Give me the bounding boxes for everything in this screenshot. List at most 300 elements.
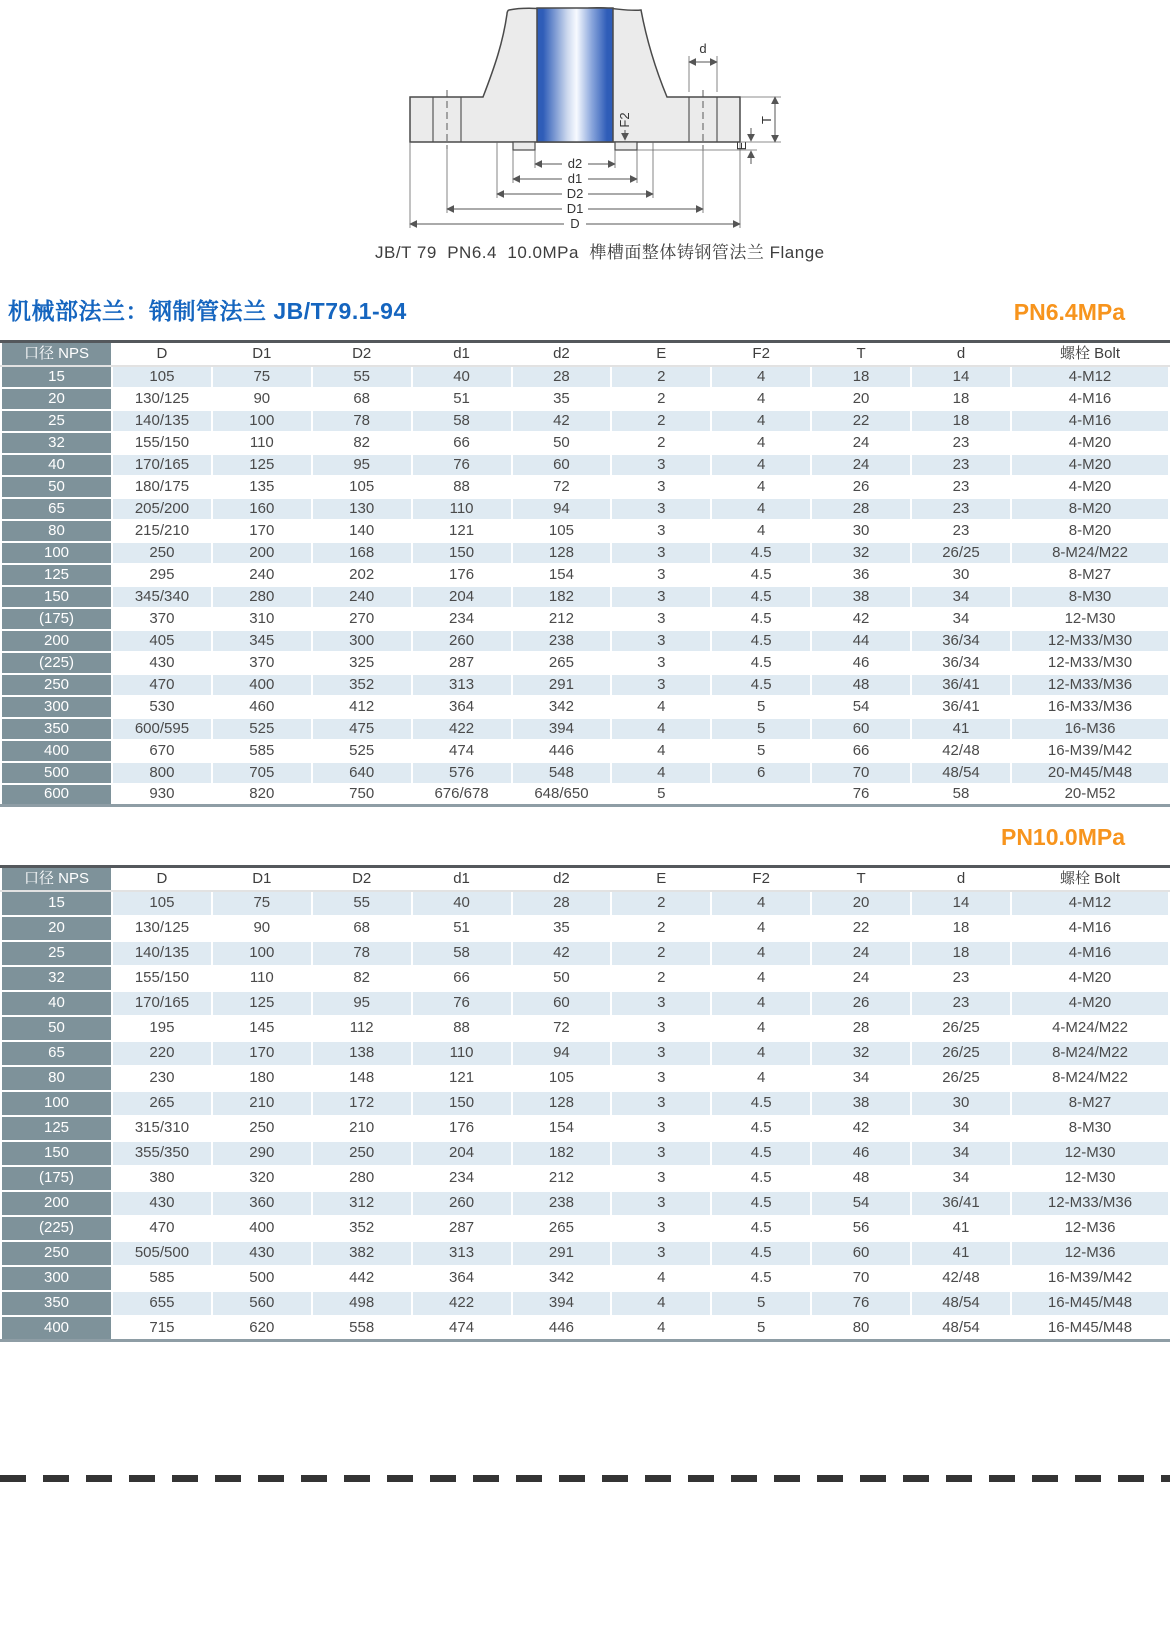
row-header: 65 [1, 498, 112, 520]
table-cell: 3 [611, 608, 711, 630]
table-cell: 4 [711, 1066, 811, 1091]
row-header-column-title: 口径 NPS [1, 867, 112, 891]
page-divider-dashed-line [0, 1475, 1170, 1482]
table-cell: 94 [512, 1041, 612, 1066]
table-cell: 30 [811, 520, 911, 542]
table-cell: 3 [611, 1166, 711, 1191]
table-cell: 4 [611, 1291, 711, 1316]
table-cell: 640 [312, 762, 412, 784]
table-cell: 54 [811, 1191, 911, 1216]
table-cell: 14 [911, 891, 1011, 916]
table-cell: 498 [312, 1291, 412, 1316]
table-row [1, 564, 1169, 586]
table-cell: 16-M39/M42 [1011, 740, 1169, 762]
table-cell: 260 [412, 630, 512, 652]
table-cell: 470 [112, 1216, 212, 1241]
table-cell: 34 [911, 1116, 1011, 1141]
table-cell: 215/210 [112, 520, 212, 542]
table-cell: 148 [312, 1066, 412, 1091]
table-cell: 205/200 [112, 498, 212, 520]
table-cell: 26/25 [911, 1066, 1011, 1091]
table-cell: 105 [512, 1066, 612, 1091]
table-cell: 265 [112, 1091, 212, 1116]
table-cell: 3 [611, 542, 711, 564]
column-header: 螺栓 Bolt [1011, 342, 1169, 366]
table-cell: 26/25 [911, 1016, 1011, 1041]
table-row [1, 454, 1169, 476]
table-cell: 78 [312, 410, 412, 432]
table-cell: 530 [112, 696, 212, 718]
table-cell: 422 [412, 718, 512, 740]
table-cell: 4 [711, 941, 811, 966]
table-cell: 200 [212, 542, 312, 564]
table-cell: 4-M16 [1011, 388, 1169, 410]
table-cell: 290 [212, 1141, 312, 1166]
column-header: d2 [512, 867, 612, 891]
table-row [1, 784, 1169, 806]
table-cell: 112 [312, 1016, 412, 1041]
table-cell: 16-M45/M48 [1011, 1291, 1169, 1316]
table-cell: 130/125 [112, 916, 212, 941]
table-cell: 95 [312, 991, 412, 1016]
column-header: D [112, 342, 212, 366]
table-cell: 210 [312, 1116, 412, 1141]
table-cell: 4.5 [711, 564, 811, 586]
table-cell: 36 [811, 564, 911, 586]
table-cell: 12-M30 [1011, 1141, 1169, 1166]
diagram-caption: JB/T 79 PN6.4 10.0MPa 榫槽面整体铸钢管法兰 Flange [375, 243, 825, 262]
row-header: 20 [1, 916, 112, 941]
table-cell: 60 [811, 1241, 911, 1266]
table-cell: 14 [911, 366, 1011, 388]
table-cell: 4.5 [711, 1266, 811, 1291]
table-cell: 2 [611, 891, 711, 916]
table-cell: 620 [212, 1316, 312, 1341]
table-cell: 442 [312, 1266, 412, 1291]
table-cell: 3 [611, 1041, 711, 1066]
table-cell: 95 [312, 454, 412, 476]
table-cell: 40 [412, 891, 512, 916]
table-row [1, 762, 1169, 784]
table-cell: 4-M16 [1011, 916, 1169, 941]
table-cell: 345/340 [112, 586, 212, 608]
column-header: D2 [312, 867, 412, 891]
table-cell: 172 [312, 1091, 412, 1116]
table-cell: 4 [711, 388, 811, 410]
table-cell: 48/54 [911, 762, 1011, 784]
table-cell: 3 [611, 454, 711, 476]
table-cell: 4-M16 [1011, 410, 1169, 432]
table-cell: 168 [312, 542, 412, 564]
table-cell: 355/350 [112, 1141, 212, 1166]
table-cell: 23 [911, 991, 1011, 1016]
table-cell: 4 [711, 410, 811, 432]
table-cell: 3 [611, 1091, 711, 1116]
row-header: 32 [1, 966, 112, 991]
table-cell: 18 [911, 388, 1011, 410]
header-row [1, 342, 1169, 366]
table-cell: 287 [412, 652, 512, 674]
pipe-bore [537, 8, 613, 142]
table-row [1, 1116, 1169, 1141]
table-cell: 4 [711, 1041, 811, 1066]
table-cell: 2 [611, 966, 711, 991]
table-cell: 60 [512, 454, 612, 476]
table-row [1, 696, 1169, 718]
table-cell: 8-M24/M22 [1011, 1041, 1169, 1066]
table-cell: 154 [512, 564, 612, 586]
table-cell: 46 [811, 652, 911, 674]
table-cell: 38 [811, 1091, 911, 1116]
table-cell: 110 [212, 432, 312, 454]
table-cell: 20-M45/M48 [1011, 762, 1169, 784]
table-cell: 291 [512, 674, 612, 696]
table-cell: 55 [312, 891, 412, 916]
table-cell: 16-M33/M36 [1011, 696, 1169, 718]
column-header: F2 [711, 867, 811, 891]
table-cell: 380 [112, 1166, 212, 1191]
table-cell: 352 [312, 1216, 412, 1241]
table-cell: 50 [512, 966, 612, 991]
row-header: 25 [1, 941, 112, 966]
table-cell: 4.5 [711, 1141, 811, 1166]
row-header: 80 [1, 1066, 112, 1091]
table-cell: 28 [512, 366, 612, 388]
table-cell: 3 [611, 476, 711, 498]
table-cell: 18 [911, 410, 1011, 432]
row-header: 350 [1, 718, 112, 740]
table-cell: 180/175 [112, 476, 212, 498]
table-cell: 121 [412, 1066, 512, 1091]
table-cell: 5 [711, 696, 811, 718]
table-cell: 265 [512, 652, 612, 674]
table-cell: 4 [711, 476, 811, 498]
table-cell: 2 [611, 410, 711, 432]
table-cell: 12-M33/M36 [1011, 1191, 1169, 1216]
table-cell: 4 [711, 991, 811, 1016]
table-cell: 291 [512, 1241, 612, 1266]
dim-label-d2-small: d2 [567, 156, 583, 171]
row-header-column-title: 口径 NPS [1, 342, 112, 366]
table-cell: 2 [611, 916, 711, 941]
table-row [1, 1066, 1169, 1091]
flange-diagram [375, 0, 825, 263]
table-cell: 78 [312, 941, 412, 966]
row-header: 125 [1, 1116, 112, 1141]
table-row [1, 630, 1169, 652]
table-cell: 2 [611, 388, 711, 410]
table-cell: 4.5 [711, 1191, 811, 1216]
table-cell: 370 [112, 608, 212, 630]
row-header: 400 [1, 740, 112, 762]
row-header: (175) [1, 1166, 112, 1191]
header-row [1, 867, 1169, 891]
table-cell: 3 [611, 1241, 711, 1266]
table-cell: 23 [911, 498, 1011, 520]
table-cell: 28 [811, 498, 911, 520]
table-cell: 655 [112, 1291, 212, 1316]
table-cell: 4-M20 [1011, 991, 1169, 1016]
table-cell: 58 [911, 784, 1011, 806]
table-cell: 12-M33/M36 [1011, 674, 1169, 696]
table-cell: 220 [112, 1041, 212, 1066]
table-cell: 270 [312, 608, 412, 630]
table-cell: 8-M20 [1011, 520, 1169, 542]
row-header: 15 [1, 891, 112, 916]
table-cell: 41 [911, 1241, 1011, 1266]
table-cell: 76 [412, 991, 512, 1016]
table-cell: 72 [512, 1016, 612, 1041]
table-cell: 234 [412, 1166, 512, 1191]
table-cell: 313 [412, 674, 512, 696]
row-header: 200 [1, 1191, 112, 1216]
table-cell: 474 [412, 740, 512, 762]
table-cell: 182 [512, 1141, 612, 1166]
row-header: 15 [1, 366, 112, 388]
table-row [1, 410, 1169, 432]
table-cell: 36/34 [911, 630, 1011, 652]
pressure-label-pn100: PN10.0MPa [1000, 824, 1125, 850]
table-pn64 [0, 340, 1170, 807]
table-cell: 820 [212, 784, 312, 806]
row-header: 200 [1, 630, 112, 652]
table-cell: 180 [212, 1066, 312, 1091]
column-header: D [112, 867, 212, 891]
table-cell: 394 [512, 718, 612, 740]
table-cell: 4.5 [711, 630, 811, 652]
table-cell: 38 [811, 586, 911, 608]
table-row [1, 891, 1169, 916]
table-cell: 55 [312, 366, 412, 388]
table-cell: 94 [512, 498, 612, 520]
table-row [1, 1316, 1169, 1341]
table-cell: 140/135 [112, 941, 212, 966]
table-cell: 176 [412, 564, 512, 586]
table-cell: 3 [611, 564, 711, 586]
table-row [1, 652, 1169, 674]
table-row [1, 366, 1169, 388]
table-cell: 34 [911, 586, 1011, 608]
table-row [1, 542, 1169, 564]
table-cell: 2 [611, 432, 711, 454]
table-cell: 3 [611, 1066, 711, 1091]
table-cell: 121 [412, 520, 512, 542]
table-cell: 204 [412, 586, 512, 608]
table-cell: 4 [711, 916, 811, 941]
table-cell: 4-M20 [1011, 966, 1169, 991]
table-cell: 265 [512, 1216, 612, 1241]
table-row [1, 740, 1169, 762]
table-cell: 12-M36 [1011, 1241, 1169, 1266]
column-header: D1 [212, 867, 312, 891]
table-cell: 58 [412, 941, 512, 966]
table-cell: 150 [412, 1091, 512, 1116]
table-cell: 34 [911, 1166, 1011, 1191]
table-cell: 36/41 [911, 1191, 1011, 1216]
table-cell: 75 [212, 891, 312, 916]
table-cell: 58 [412, 410, 512, 432]
table-row [1, 586, 1169, 608]
left-tenon [513, 142, 535, 150]
table-cell: 155/150 [112, 966, 212, 991]
table-cell: 3 [611, 1116, 711, 1141]
table-row [1, 916, 1169, 941]
table-cell: 212 [512, 1166, 612, 1191]
table-cell: 12-M30 [1011, 1166, 1169, 1191]
table-cell: 22 [811, 916, 911, 941]
row-header: 600 [1, 784, 112, 806]
table-cell: 525 [312, 740, 412, 762]
table-row [1, 966, 1169, 991]
dim-label-d1-small: d1 [567, 171, 583, 186]
table-cell: 474 [412, 1316, 512, 1341]
table-cell: 68 [312, 388, 412, 410]
row-header: 500 [1, 762, 112, 784]
dim-label-d-big: D [570, 216, 580, 231]
table-cell: 4 [611, 740, 711, 762]
table-cell: 3 [611, 1216, 711, 1241]
table-cell: 315/310 [112, 1116, 212, 1141]
table-cell: 18 [811, 366, 911, 388]
table-cell: 312 [312, 1191, 412, 1216]
table-cell: 3 [611, 991, 711, 1016]
table-cell: 51 [412, 916, 512, 941]
table-cell: 32 [811, 542, 911, 564]
table-cell: 750 [312, 784, 412, 806]
table-row [1, 1191, 1169, 1216]
table-cell: 4 [711, 432, 811, 454]
table-row [1, 1266, 1169, 1291]
table-cell: 3 [611, 498, 711, 520]
table-cell: 3 [611, 586, 711, 608]
table-cell: 4 [711, 520, 811, 542]
table-cell: 2 [611, 366, 711, 388]
row-header: 300 [1, 1266, 112, 1291]
table-row [1, 1041, 1169, 1066]
table-cell: 42 [811, 1116, 911, 1141]
table-cell: 76 [412, 454, 512, 476]
table-cell: 170/165 [112, 454, 212, 476]
table-cell: 41 [911, 1216, 1011, 1241]
table-row [1, 608, 1169, 630]
table-cell: 4.5 [711, 1166, 811, 1191]
table-cell: 76 [811, 784, 911, 806]
table-cell: 4-M16 [1011, 941, 1169, 966]
table-cell: 360 [212, 1191, 312, 1216]
dim-label-e: E [734, 141, 749, 151]
table-cell: 30 [911, 1091, 1011, 1116]
table-cell: 5 [711, 718, 811, 740]
table-cell: 12-M36 [1011, 1216, 1169, 1241]
row-header: 40 [1, 991, 112, 1016]
table-cell: 155/150 [112, 432, 212, 454]
table-cell: 260 [412, 1191, 512, 1216]
table-cell: 135 [212, 476, 312, 498]
table-cell: 34 [811, 1066, 911, 1091]
column-header: d2 [512, 342, 612, 366]
table-cell: 105 [112, 891, 212, 916]
table-row [1, 498, 1169, 520]
table-cell: 23 [911, 432, 1011, 454]
table-cell: 140 [312, 520, 412, 542]
table-cell: 4.5 [711, 652, 811, 674]
table-cell: 16-M39/M42 [1011, 1266, 1169, 1291]
table-cell: 18 [911, 916, 1011, 941]
table-cell: 4 [611, 762, 711, 784]
table-cell: 90 [212, 916, 312, 941]
table-cell: 202 [312, 564, 412, 586]
table-cell: 60 [512, 991, 612, 1016]
table-cell: 3 [611, 1016, 711, 1041]
row-header: 350 [1, 1291, 112, 1316]
table-cell: 76 [811, 1291, 911, 1316]
table-cell: 105 [312, 476, 412, 498]
table-cell: 35 [512, 388, 612, 410]
table-cell: 313 [412, 1241, 512, 1266]
table-cell: 4-M24/M22 [1011, 1016, 1169, 1041]
table-cell: 24 [811, 432, 911, 454]
table-cell: 82 [312, 432, 412, 454]
table-cell: 4 [711, 891, 811, 916]
table-cell: 230 [112, 1066, 212, 1091]
table-cell: 422 [412, 1291, 512, 1316]
dim-label-d: d [699, 41, 707, 56]
table-cell: 250 [212, 1116, 312, 1141]
table-cell: 128 [512, 542, 612, 564]
table-cell: 500 [212, 1266, 312, 1291]
table-cell: 8-M27 [1011, 564, 1169, 586]
table-cell: 505/500 [112, 1241, 212, 1266]
table-cell: 280 [212, 586, 312, 608]
dim-label-f2: F2 [617, 112, 632, 128]
table-cell: 320 [212, 1166, 312, 1191]
table-cell: 352 [312, 674, 412, 696]
table-cell: 240 [212, 564, 312, 586]
table-cell: 110 [212, 966, 312, 991]
dim-label-d2-big: D2 [566, 186, 584, 201]
table-cell: 4 [611, 718, 711, 740]
table-cell: 400 [212, 674, 312, 696]
table-cell: 705 [212, 762, 312, 784]
table-cell: 430 [212, 1241, 312, 1266]
row-header: 400 [1, 1316, 112, 1341]
table-cell: 154 [512, 1116, 612, 1141]
table-cell: 4.5 [711, 608, 811, 630]
column-header: D2 [312, 342, 412, 366]
table-cell: 125 [212, 454, 312, 476]
table-cell: 195 [112, 1016, 212, 1041]
table-cell: 670 [112, 740, 212, 762]
table-cell: 676/678 [412, 784, 512, 806]
table-cell: 8-M30 [1011, 586, 1169, 608]
table-cell: 3 [611, 630, 711, 652]
table-cell: 525 [212, 718, 312, 740]
table-cell: 28 [811, 1016, 911, 1041]
table-cell: 30 [911, 564, 1011, 586]
table-cell: 128 [512, 1091, 612, 1116]
table-cell: 342 [512, 1266, 612, 1291]
table-cell: 250 [312, 1141, 412, 1166]
table-cell: 66 [412, 966, 512, 991]
table-cell: 5 [711, 1291, 811, 1316]
table-row [1, 520, 1169, 542]
table-cell: 170 [212, 520, 312, 542]
table-cell: 364 [412, 696, 512, 718]
table-cell: 558 [312, 1316, 412, 1341]
table-row [1, 1216, 1169, 1241]
table-cell: 8-M24/M22 [1011, 542, 1169, 564]
table-cell: 548 [512, 762, 612, 784]
